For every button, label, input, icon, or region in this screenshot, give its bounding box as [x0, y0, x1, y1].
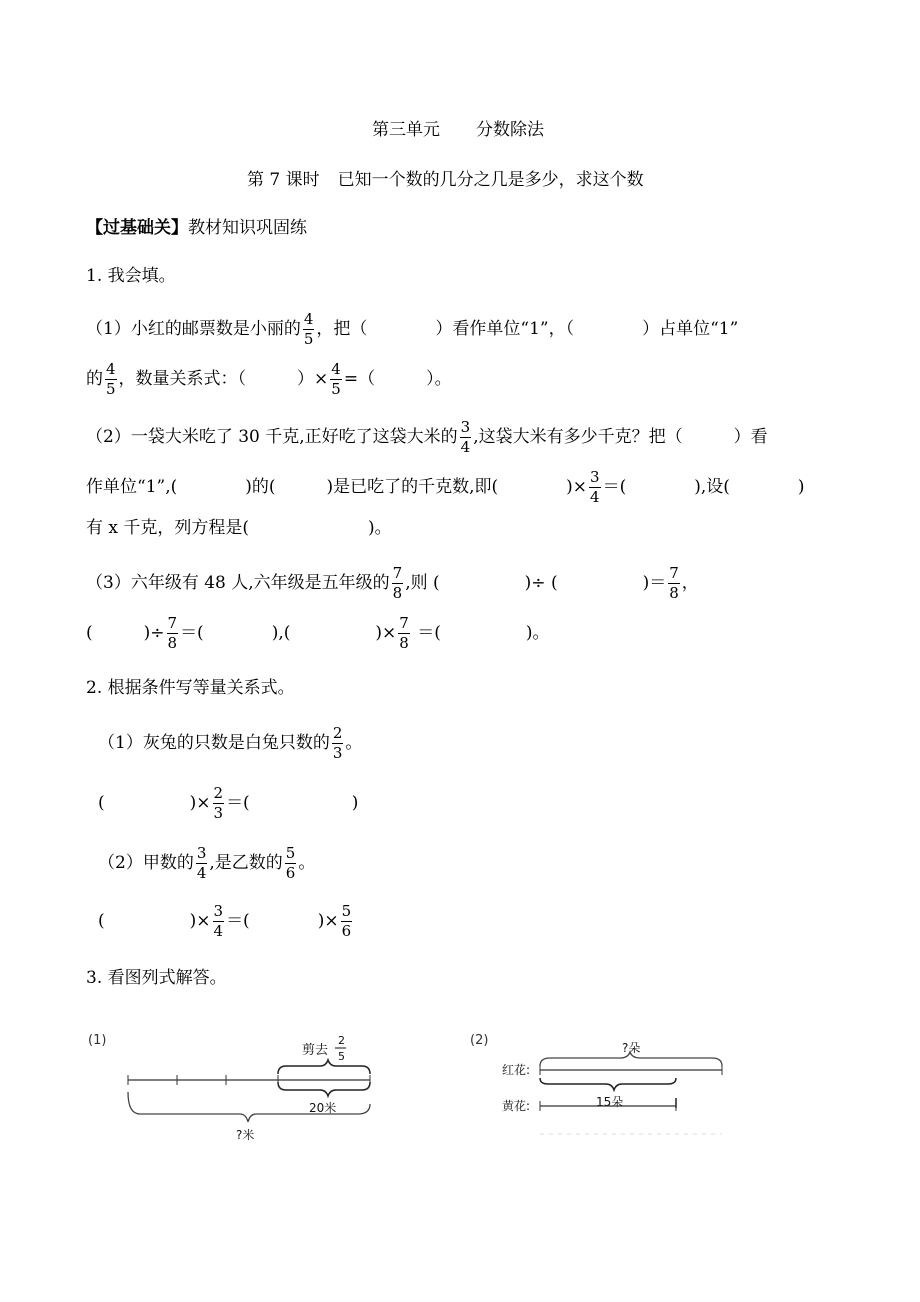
fig2-yellow-label: 黄花: [502, 1099, 531, 1113]
q1-p2-line3: 有 x 千克，列方程是( )。 [86, 518, 392, 538]
q1-p2-line1: （2）一袋大米吃了 30 千克,正好吃了这袋大米的 $\frac{3}{4}$ ,这袋大米有多少千克？把（ ）看 [86, 418, 768, 456]
fig1-part-brace [278, 1082, 370, 1096]
q2-p2-equation: ( )× $\frac{3}{4}$ ＝( )× $\frac{5}{6}$ [98, 902, 352, 940]
figure-1-diagram [80, 1022, 400, 1152]
q2-p1-equation: ( )× $\frac{2}{3}$ ＝( ) [98, 784, 359, 822]
fraction: $\frac{7}{8}$ [392, 564, 403, 602]
fraction: $\frac{4}{5}$ [106, 360, 116, 398]
fraction: $\frac{7}{8}$ [399, 614, 409, 652]
fraction: $\frac{4}{5}$ [303, 310, 314, 348]
unit-title: 第三单元 分数除法 [372, 120, 544, 140]
q1-p1-line2: 的 $\frac{4}{5}$ ，数量关系式：（ ）× $\frac{4}{5}$ =（ ）。 [86, 360, 452, 398]
fraction: $\frac{5}{6}$ [341, 902, 352, 940]
q1-p2-line2: 作单位“1”,( )的( )是已吃了的千克数,即( )× $\frac{3}{4}$ ＝( ),设( ) [86, 468, 805, 506]
q2-p1-condition: （1）灰兔的只数是白兔只数的 $\frac{2}{3}$ 。 [98, 724, 363, 762]
q1-p3-line2: ( )÷ $\frac{7}{8}$ ＝( ),( )× $\frac{7}{8}$ ＝( )。 [86, 614, 550, 652]
fraction: $\frac{4}{5}$ [331, 360, 341, 398]
fraction: $\frac{3}{4}$ [460, 418, 471, 456]
fig1-cut-text: 剪去 [302, 1043, 329, 1058]
fraction: $\frac{2}{3}$ [213, 784, 224, 822]
q1-p3-line1: （3）六年级有 48 人,六年级是五年级的 $\frac{7}{8}$ ,则 ( )÷ ( )＝ $\frac{7}{8}$ ， [86, 564, 699, 602]
fig2-label: (2) [470, 1033, 489, 1048]
fig2-diff-label: 15朵 [596, 1095, 624, 1109]
fraction: $\frac{3}{4}$ [196, 844, 207, 882]
fig1-part-label: 20米 [309, 1101, 337, 1115]
fig1-label: (1) [88, 1033, 107, 1048]
fraction: $\frac{5}{6}$ [285, 844, 296, 882]
q2-title: 2. 根据条件写等量关系式。 [86, 678, 295, 698]
fig2-top-label: ?朵 [622, 1041, 641, 1055]
fig2-diff-brace [540, 1078, 676, 1090]
fraction: $\frac{7}{8}$ [167, 614, 178, 652]
q1-p1-line1: （1）小红的邮票数是小丽的 $\frac{4}{5}$ ，把（ ）看作单位“1”，（ ）占单位“1” [86, 310, 739, 348]
q2-p2-condition: （2）甲数的 $\frac{3}{4}$ ,是乙数的 $\frac{5}{6}$ 。 [98, 844, 316, 882]
lesson-title: 第 7 课时 已知一个数的几分之几是多少，求这个数 [247, 170, 644, 190]
fraction: $\frac{7}{8}$ [669, 564, 679, 602]
fig2-red-label: 红花: [502, 1063, 531, 1077]
section-heading: 【过基础关】教材知识巩固练 [86, 218, 307, 238]
q3-title: 3. 看图列式解答。 [86, 968, 227, 988]
fraction: $\frac{2}{3}$ [332, 724, 343, 762]
fig1-cut-numerator: 2 [338, 1034, 345, 1047]
fig2-top-brace [540, 1052, 722, 1066]
fraction: $\frac{3}{4}$ [590, 468, 600, 506]
fig1-total-label: ?米 [236, 1128, 255, 1142]
figure-2-diagram [460, 1022, 760, 1152]
fig1-cut-denominator: 5 [338, 1050, 345, 1063]
q1-title: 1. 我会填。 [86, 266, 176, 286]
fig1-top-brace [278, 1060, 370, 1074]
fraction: $\frac{3}{4}$ [213, 902, 224, 940]
